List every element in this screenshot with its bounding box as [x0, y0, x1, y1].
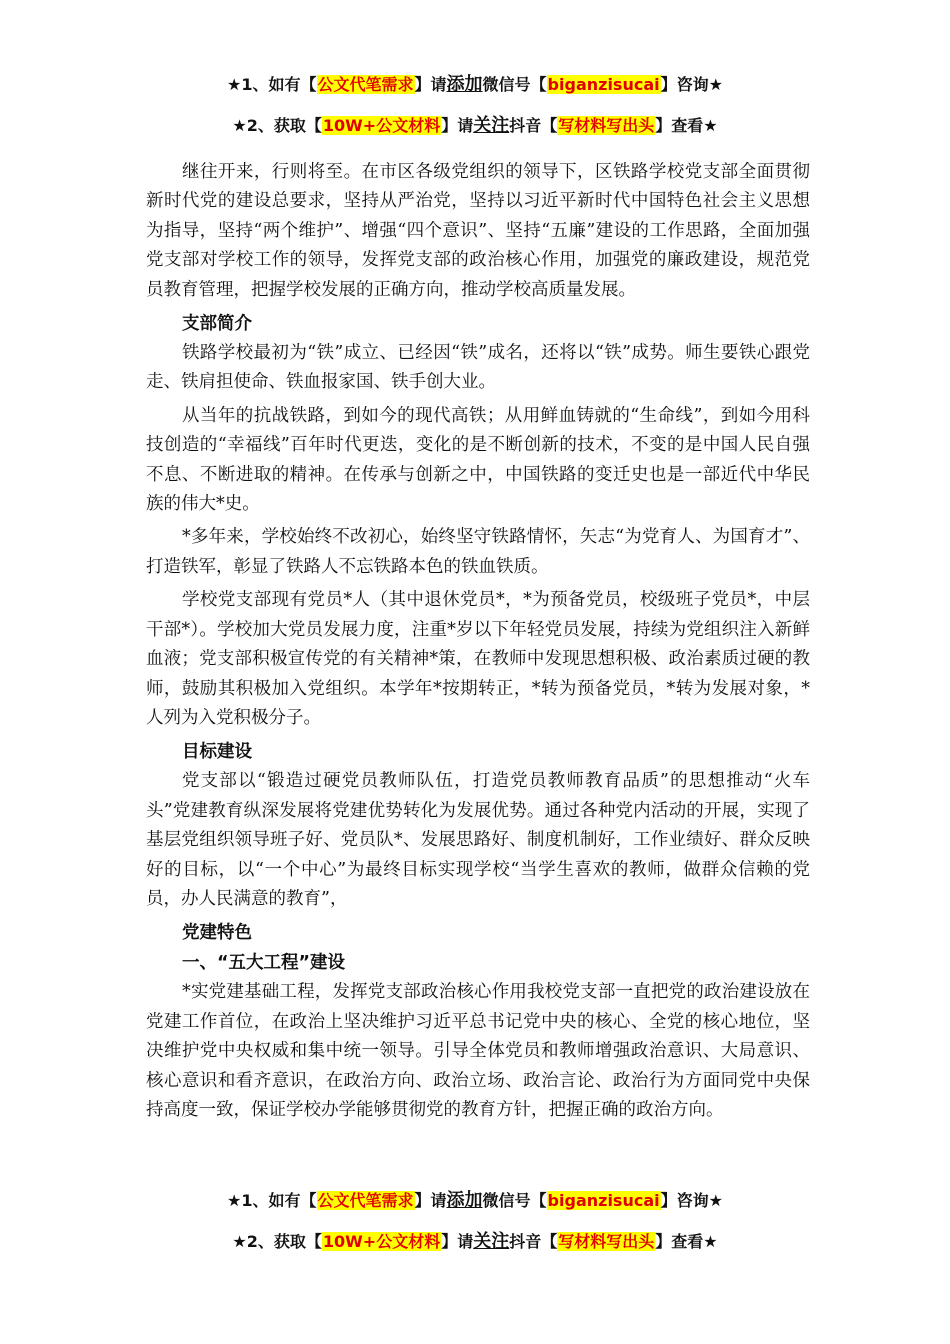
banner-highlight-service: 公文代笔需求 [317, 1191, 414, 1210]
banner-prefix: ★1、如有【 [227, 1191, 317, 1210]
banner-highlight-douyin-id: 写材料写出头 [558, 116, 655, 135]
branch-paragraph-2: 从当年的抗战铁路，到如今的现代高铁；从用鲜血铸就的“生命线”，到如今用科技创造的“幸福线”百年时代更迭，变化的是不断创新的技术，不变的是中国人民自强不息、不断进取的精神。在传承与创新之中，中国铁路的变迁史也是一部近代中华民族的伟大*史。 [146, 405, 810, 515]
banner-top-line2 [0, 111, 950, 137]
branch-paragraph-1: 铁路学校最初为“铁”成立、已经因“铁”成名，还将以“铁”成势。师生要铁心跟党走、铁肩担使命、铁血报家国、铁手创大业。 [146, 343, 810, 393]
goal-paragraph: 党支部以“锻造过硬党员教师队伍，打造党员教师教育品质”的思想推动“火车头”党建教育纵深发展将党建优势转化为发展优势。通过各种党内活动的开展，实现了基层党组织领导班子好、党员队*、发展思路好、制度机制好，工作业绩好、群众反映好的目标，以“一个中心”为最终目标实现学校“当学生喜欢的教师，做群众信赖的党员，办人民满意的教育”， [146, 771, 810, 909]
banner-text: 】请 [441, 1232, 474, 1251]
banner-underline-add: 添加 [446, 1190, 483, 1211]
banner-highlight-wechat-id: biganzisucai [547, 75, 660, 94]
banner-underline-follow: 关注 [473, 1231, 510, 1252]
heading-feature: 党建特色 [182, 923, 252, 944]
banner-suffix: 】咨询★ [660, 75, 723, 94]
document-body [146, 158, 810, 1125]
branch-paragraph-4: 学校党支部现有党员*人（其中退休党员*，*为预备党员，校级班子党员*，中层干部*）。学校加大党员发展力度，注重*岁以下年轻党员发展，持续为党组织注入新鲜血液；党支部积极宣传党的有关精神*策，在教师中发现思想积极、政治素质过硬的教师，鼓励其积极加入党组织。本学年*按期转正，*转为预备党员，*转为发展对象，*人列为入党积极分子。 [146, 590, 810, 728]
banner-highlight-materials: 10W+公文材料 [322, 1232, 441, 1251]
banner-underline-follow: 关注 [473, 115, 510, 136]
banner-text: 微信号【 [482, 1191, 547, 1210]
banner-underline-add: 添加 [446, 74, 483, 95]
heading-goal: 目标建设 [182, 742, 252, 763]
banner-prefix: ★2、获取【 [232, 116, 322, 135]
banner-text: 抖音【 [509, 116, 558, 135]
banner-bottom-line1 [0, 1186, 950, 1212]
banner-suffix: 】查看★ [655, 1232, 718, 1251]
banner-text: 抖音【 [509, 1232, 558, 1251]
branch-paragraph-3: *多年来，学校始终不改初心，始终坚守铁路情怀，矢志“为党育人、为国育才”、打造铁军，彰显了铁路人不忘铁路本色的铁血铁质。 [146, 527, 810, 577]
heading-five-projects: 一、“五大工程”建设 [182, 953, 346, 974]
banner-highlight-wechat-id: biganzisucai [547, 1191, 660, 1210]
banner-prefix: ★1、如有【 [227, 75, 317, 94]
banner-text: 】请 [414, 1191, 447, 1210]
banner-text: 】请 [414, 75, 447, 94]
banner-suffix: 】查看★ [655, 116, 718, 135]
banner-highlight-materials: 10W+公文材料 [322, 116, 441, 135]
banner-highlight-douyin-id: 写材料写出头 [558, 1232, 655, 1251]
five-projects-paragraph: *实党建基础工程，发挥党支部政治核心作用我校党支部一直把党的政治建设放在党建工作首位，在政治上坚决维护习近平总书记党中央的核心、全党的核心地位，坚决维护党中央权威和集中统一领导。引导全体党员和教师增强政治意识、大局意识、核心意识和看齐意识，在政治方向、政治立场、政治言论、政治行为方面同党中央保持高度一致，保证学校办学能够贯彻党的教育方针，把握正确的政治方向。 [146, 982, 810, 1120]
intro-paragraph: 继往开来，行则将至。在市区各级党组织的领导下，区铁路学校党支部全面贯彻新时代党的建设总要求，坚持从严治党，坚持以习近平新时代中国特色社会主义思想为指导，坚持“两个维护”、增强“四个意识”、坚持“五廉”建设的工作思路，全面加强党支部对学校工作的领导，发挥党支部的政治核心作用，加强党的廉政建设，规范党员教育管理，把握学校发展的正确方向，推动学校高质量发展。 [146, 162, 810, 300]
banner-text: 微信号【 [482, 75, 547, 94]
banner-top-line1 [0, 70, 950, 96]
heading-branch-intro: 支部简介 [182, 314, 252, 335]
banner-highlight-service: 公文代笔需求 [317, 75, 414, 94]
banner-suffix: 】咨询★ [660, 1191, 723, 1210]
banner-text: 】请 [441, 116, 474, 135]
banner-bottom-line2 [0, 1227, 950, 1253]
banner-prefix: ★2、获取【 [232, 1232, 322, 1251]
